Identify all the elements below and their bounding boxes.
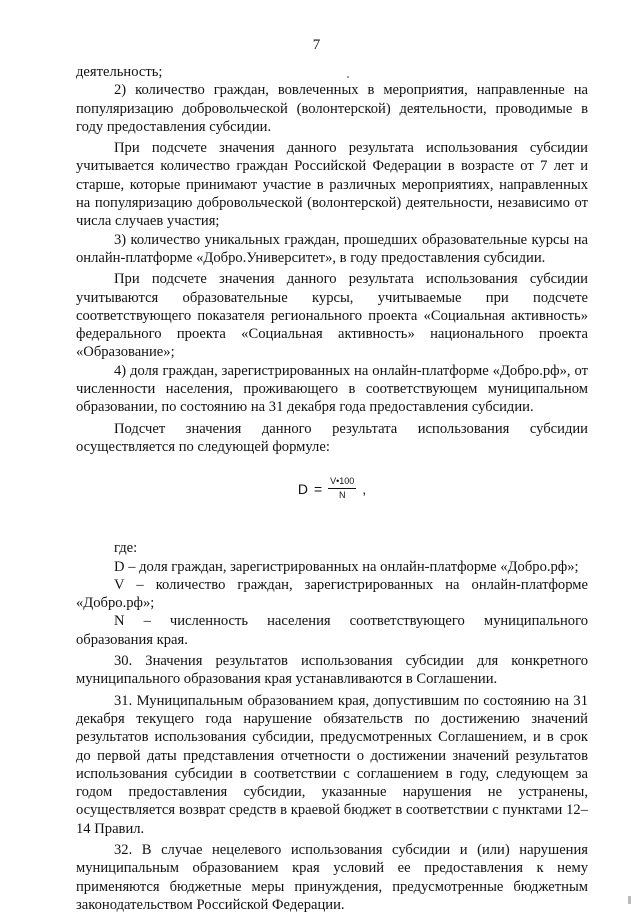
formula-denominator: N <box>338 490 346 501</box>
paragraph: 2) количество граждан, вовлеченных в мероприятия, направленные на популяризацию добровольческой (волонтерской) деятельности, проводимые в году предоставления субсидии. <box>76 82 588 135</box>
formula-trail: , <box>362 480 367 497</box>
paragraph: 30. Значения результатов использования субсидии для конкретного муниципального образования края устанавливаются в Соглашении. <box>76 653 588 688</box>
document-body <box>76 63 588 914</box>
formula-fraction <box>328 476 356 501</box>
scan-edge-mark <box>628 896 631 904</box>
paragraph: деятельность; <box>76 64 163 80</box>
formula-numerator: V•100 <box>328 476 356 489</box>
paragraph: N – численность населения соответствующего муниципального образования края. <box>76 613 588 648</box>
paragraph: При подсчете значения данного результата использования субсидии учитывается количество граждан Российской Федерации в возрасте от 7 лет и старше, которые принимают участие в различных мероприятиях, направленных на популяризацию добровольческой (волонтерской) деятельности, независимо от числа случаев участия; <box>76 140 588 230</box>
page-number: 7 <box>312 37 321 53</box>
paragraph: 4) доля граждан, зарегистрированных на онлайн-платформе «Добро.рф», от численности населения, проживающего в соответствующем муниципальном образовании, по состоянию на 31 декабря года предоставления субсидии. <box>76 362 588 416</box>
paragraph: D – доля граждан, зарегистрированных на онлайн-платформе «Добро.рф»; <box>114 558 579 575</box>
paragraph: При подсчете значения данного результата использования субсидии учитываются образовательные курсы, учитываемые при подсчете соответствующего показателя регионального проекта «Социальная активность» федерального проекта «Социальная активность» национального проекта «Образование»; <box>76 271 588 361</box>
formula-lhs: D <box>297 480 308 497</box>
paragraph: 3) количество уникальных граждан, прошедших образовательные курсы на онлайн-платформе «Добро.Университет», в году предоставления субсидии. <box>76 231 588 266</box>
paragraph: 31. Муниципальным образованием края, допустившим по состоянию на 31 декабря текущего года нарушение обязательств по достижению значений результатов использования субсидии, предусмотренных Соглашением, и в срок до первой даты представления отчетности о достижении значений результатов использования субсидии в соответствии с соглашением в году, следующем за годом предоставления субсидии, указанные нарушения не устранены, осуществляется возврат средств в краевой бюджет в соответствии с пунктами 12–14 Правил. <box>76 692 588 837</box>
paragraph: где: <box>114 540 138 557</box>
paragraph: Подсчет значения данного результата использования субсидии осуществляется по следующей формуле: <box>76 420 588 455</box>
paragraph: V – количество граждан, зарегистрированных на онлайн-платформе «Добро.рф»; <box>76 576 588 612</box>
formula-equals: = <box>313 480 323 497</box>
formula <box>76 476 588 501</box>
paragraph: 32. В случае нецелевого использования субсидии и (или) нарушения муниципальным образованием края условий ее предоставления к нему применяются бюджетные меры принуждения, предусмотренные бюджетным законодательством Российской Федерации. <box>76 841 588 913</box>
